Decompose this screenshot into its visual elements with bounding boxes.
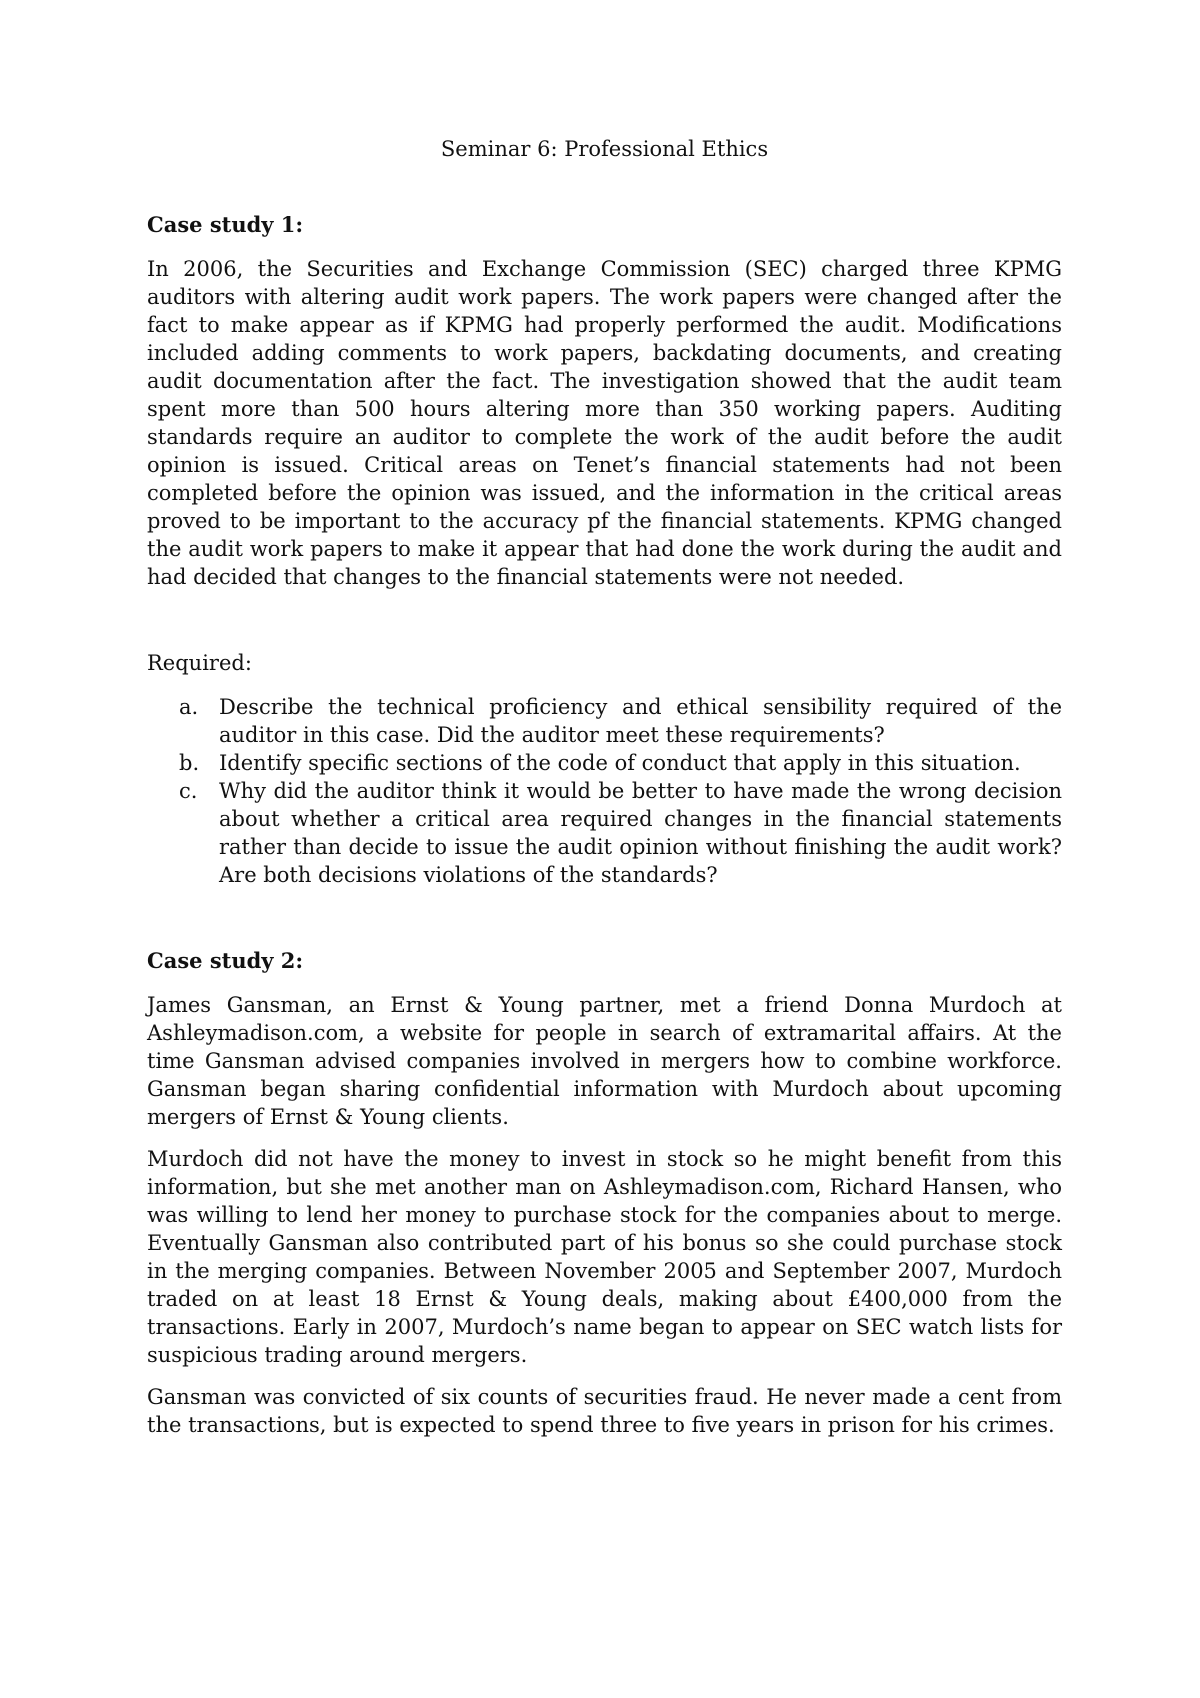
question-marker: a. — [179, 695, 199, 719]
document-title: Seminar 6: Professional Ethics — [440, 137, 769, 161]
question-text: Describe the technical proficiency and ethical sensibility required of the auditor in this case. Did the auditor meet these requirements? — [219, 695, 1062, 747]
case-study-2-paragraph-1: James Gansman, an Ernst & Young partner, met a friend Donna Murdoch at Ashleymadison.com, a website for people in search of extramarital affairs. At the time Gansman advised companies involved in mergers how to combine workforce. Gansman began sharing confidential information with Murdoch about upcoming mergers of Ernst & Young clients. — [147, 993, 1062, 1129]
question-marker: c. — [179, 779, 198, 803]
required-question-c — [147, 777, 1062, 889]
case-study-2-paragraph-3: Gansman was convicted of six counts of securities fraud. He never made a cent from the transactions, but is expected to spend three to five years in prison for his crimes. — [147, 1385, 1062, 1437]
case-study-2-paragraph-2: Murdoch did not have the money to invest in stock so he might benefit from this information, but she met another man on Ashleymadison.com, Richard Hansen, who was willing to lend her money to purchase stock for the companies about to merge. Eventually Gansman also contributed part of his bonus so she could purchase stock in the merging companies. Between November 2005 and September 2007, Murdoch traded on at least 18 Ernst & Young deals, making about £400,000 from the transactions. Early in 2007, Murdoch’s name began to appear on SEC watch lists for suspicious trading around mergers. — [147, 1147, 1062, 1367]
required-questions-list — [147, 693, 1062, 889]
document-page — [147, 135, 1062, 1453]
required-label: Required: — [147, 651, 252, 675]
question-text: Why did the auditor think it would be better to have made the wrong decision about whether a critical area required changes in the financial statements rather than decide to issue the audit opinion without finishing the audit work? Are both decisions violations of the standards? — [219, 779, 1062, 887]
question-marker: b. — [179, 751, 200, 775]
case-study-2-heading: Case study 2: — [147, 948, 304, 973]
question-text: Identify specific sections of the code of conduct that apply in this situation. — [219, 751, 1021, 775]
case-study-1-heading: Case study 1: — [147, 212, 304, 237]
case-study-1-paragraph: In 2006, the Securities and Exchange Commission (SEC) charged three KPMG auditors with altering audit work papers. The work papers were changed after the fact to make appear as if KPMG had properly performed the audit. Modifications included adding comments to work papers, backdating documents, and creating audit documentation after the fact. The investigation showed that the audit team spent more than 500 hours altering more than 350 working papers. Auditing standards require an auditor to complete the work of the audit before the audit opinion is issued. Critical areas on Tenet’s financial statements had not been completed before the opinion was issued, and the information in the critical areas proved to be important to the accuracy pf the financial statements. KPMG changed the audit work papers to make it appear that had done the work during the audit and had decided that changes to the financial statements were not needed. — [147, 257, 1062, 589]
required-question-a — [147, 693, 1062, 749]
case-study-2 — [147, 947, 1062, 1439]
case-study-1 — [147, 211, 1062, 889]
required-question-b — [147, 749, 1062, 777]
